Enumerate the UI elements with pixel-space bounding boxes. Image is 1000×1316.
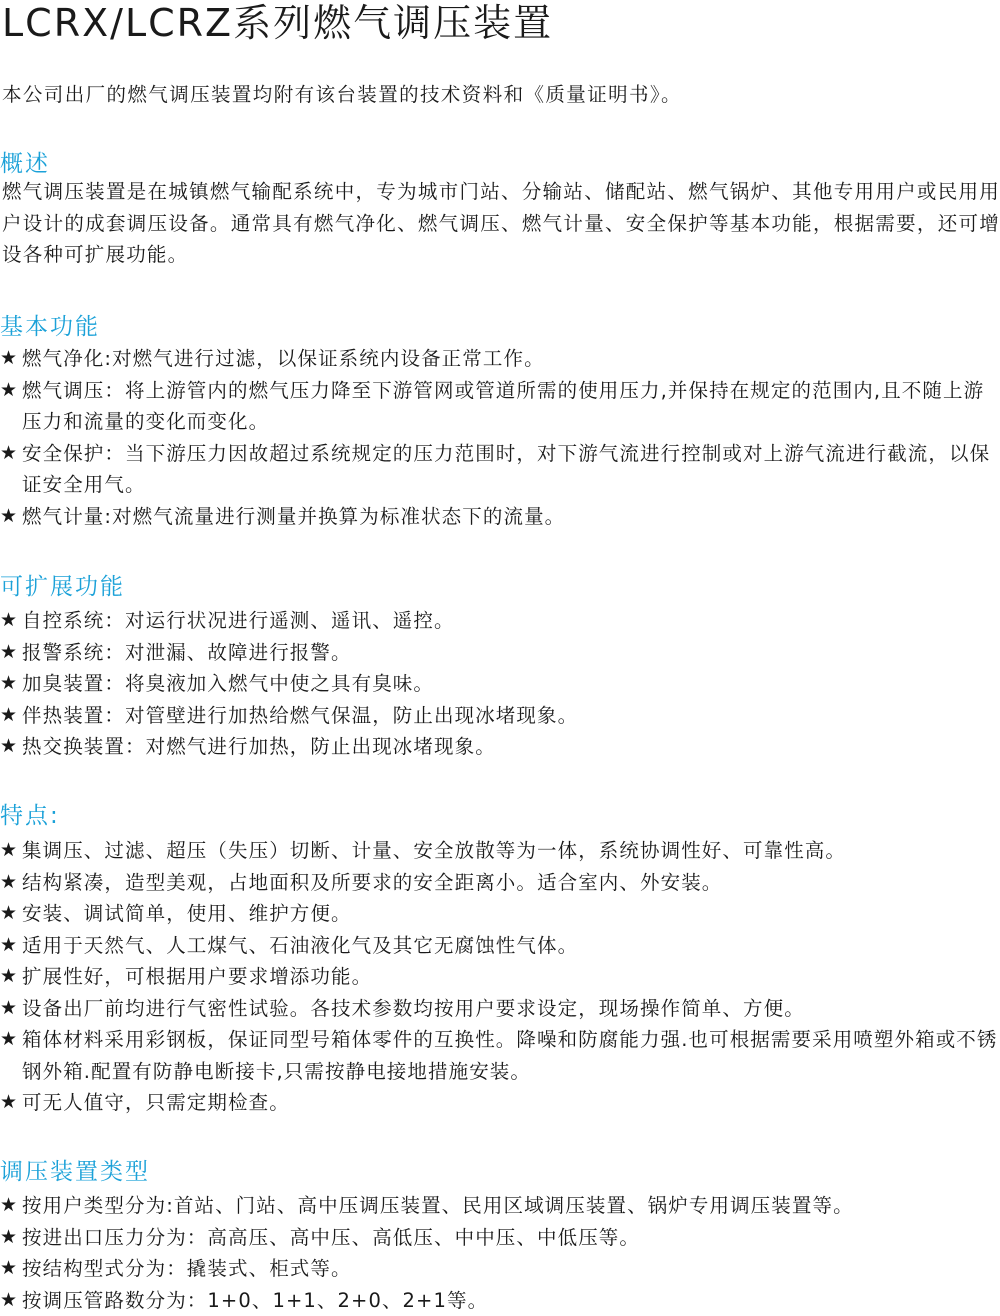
star-bullet-icon: ★ [0,501,18,533]
star-bullet-icon: ★ [0,1253,18,1285]
list-item [0,930,1000,962]
list-item [0,898,1000,930]
intro-text: 本公司出厂的燃气调压装置均附有该台装置的技术资料和《质量证明书》。 [2,80,682,110]
list-item [0,1285,1000,1316]
star-bullet-icon: ★ [0,961,18,993]
list-item [0,993,1000,1025]
list-item-text: 燃气净化:对燃气进行过滤，以保证系统内设备正常工作。 [22,343,1000,375]
section-heading-device-types: 调压装置类型 [0,1156,150,1188]
star-bullet-icon: ★ [0,637,18,669]
list-item-text: 按调压管路数分为：1+0、1+1、2+0、2+1等。 [22,1285,1000,1316]
list-item [0,835,1000,867]
list-item [0,438,1000,501]
star-bullet-icon: ★ [0,1222,18,1254]
extended-functions-list [0,605,1000,763]
section-heading-features: 特点: [0,800,60,832]
list-item [0,1190,1000,1222]
list-item [0,1222,1000,1254]
list-item-text: 燃气计量:对燃气流量进行测量并换算为标准状态下的流量。 [22,501,1000,533]
star-bullet-icon: ★ [0,605,18,637]
list-item-text: 适用于天然气、人工煤气、石油液化气及其它无腐蚀性气体。 [22,930,1000,962]
star-bullet-icon: ★ [0,375,18,407]
star-bullet-icon: ★ [0,930,18,962]
list-item [0,961,1000,993]
list-item-text: 按进出口压力分为：高高压、高中压、高低压、中中压、中低压等。 [22,1222,1000,1254]
section-heading-overview: 概述 [0,148,50,180]
star-bullet-icon: ★ [0,343,18,375]
list-item-text: 按用户类型分为:首站、门站、高中压调压装置、民用区域调压装置、锅炉专用调压装置等。 [22,1190,1000,1222]
star-bullet-icon: ★ [0,700,18,732]
star-bullet-icon: ★ [0,1285,18,1316]
star-bullet-icon: ★ [0,867,18,899]
list-item-text: 安全保护：当下游压力因故超过系统规定的压力范围时，对下游气流进行控制或对上游气流进行截流，以保证安全用气。 [22,438,1000,501]
list-item-text: 箱体材料采用彩钢板，保证同型号箱体零件的互换性。降噪和防腐能力强.也可根据需要采用喷塑外箱或不锈钢外箱.配置有防静电断接卡,只需按静电接地措施安装。 [22,1024,1000,1087]
list-item [0,668,1000,700]
list-item-text: 热交换装置：对燃气进行加热，防止出现冰堵现象。 [22,731,1000,763]
list-item [0,501,1000,533]
star-bullet-icon: ★ [0,731,18,763]
list-item [0,1024,1000,1087]
list-item [0,605,1000,637]
list-item-text: 可无人值守，只需定期检查。 [22,1087,1000,1119]
list-item-text: 加臭装置：将臭液加入燃气中使之具有臭味。 [22,668,1000,700]
list-item-text: 结构紧凑，造型美观，占地面积及所要求的安全距离小。适合室内、外安装。 [22,867,1000,899]
list-item [0,731,1000,763]
list-item-text: 安装、调试简单，使用、维护方便。 [22,898,1000,930]
star-bullet-icon: ★ [0,1024,18,1056]
list-item-text: 设备出厂前均进行气密性试验。各技术参数均按用户要求设定，现场操作简单、方便。 [22,993,1000,1025]
list-item [0,700,1000,732]
list-item [0,375,1000,438]
list-item [0,343,1000,375]
overview-paragraph: 燃气调压装置是在城镇燃气输配系统中，专为城市门站、分输站、储配站、燃气锅炉、其他专用用户或民用用户设计的成套调压设备。通常具有燃气净化、燃气调压、燃气计量、安全保护等基本功能，根据需要，还可增设各种可扩展功能。 [2,176,1000,271]
list-item [0,1253,1000,1285]
section-heading-extended-functions: 可扩展功能 [0,571,125,603]
star-bullet-icon: ★ [0,1087,18,1119]
list-item-text: 报警系统：对泄漏、故障进行报警。 [22,637,1000,669]
list-item-text: 伴热装置：对管壁进行加热给燃气保温，防止出现冰堵现象。 [22,700,1000,732]
features-list [0,835,1000,1119]
basic-functions-list [0,343,1000,532]
list-item [0,637,1000,669]
device-types-list [0,1190,1000,1316]
star-bullet-icon: ★ [0,898,18,930]
list-item-text: 燃气调压：将上游管内的燃气压力降至下游管网或管道所需的使用压力,并保持在规定的范围内,且不随上游压力和流量的变化而变化。 [22,375,1000,438]
list-item-text: 集调压、过滤、超压（失压）切断、计量、安全放散等为一体，系统协调性好、可靠性高。 [22,835,1000,867]
star-bullet-icon: ★ [0,438,18,470]
list-item [0,867,1000,899]
list-item-text: 按结构型式分为：撬装式、柜式等。 [22,1253,1000,1285]
star-bullet-icon: ★ [0,668,18,700]
list-item [0,1087,1000,1119]
list-item-text: 扩展性好，可根据用户要求增添功能。 [22,961,1000,993]
star-bullet-icon: ★ [0,835,18,867]
star-bullet-icon: ★ [0,1190,18,1222]
list-item-text: 自控系统：对运行状况进行遥测、遥讯、遥控。 [22,605,1000,637]
section-heading-basic-functions: 基本功能 [0,311,100,343]
star-bullet-icon: ★ [0,993,18,1025]
page-title: LCRX/LCRZ系列燃气调压装置 [2,0,553,46]
